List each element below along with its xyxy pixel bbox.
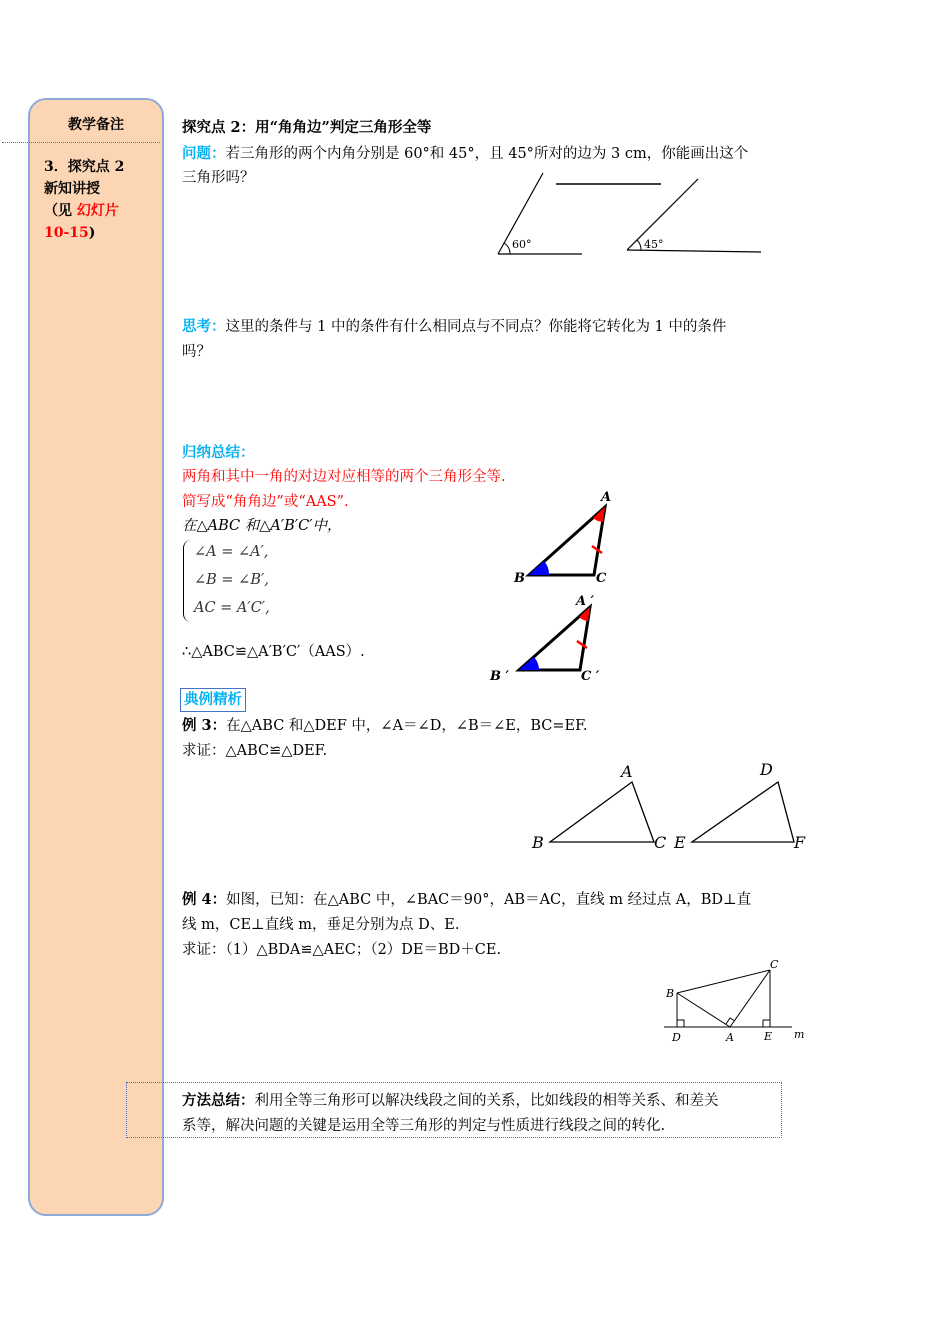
teaching-notes-sidebar xyxy=(28,98,164,1216)
condition-1: ∠A = ∠A′, xyxy=(194,544,269,560)
label-c: C xyxy=(596,571,607,586)
question-line-1: 问题：若三角形的两个内角分别是 60°和 45°，且 45°所对的边为 3 cm，你能画出这个 xyxy=(182,146,749,162)
condition-brace xyxy=(183,540,192,622)
label-b-prime: B ′ xyxy=(490,669,509,684)
ex4-label-e: E xyxy=(764,1030,773,1043)
ex3-label-b: B xyxy=(532,833,544,852)
slide-ref: 幻灯片 xyxy=(76,203,119,219)
sidebar-title: 教学备注 xyxy=(68,117,124,133)
section-heading: 探究点 2：用“角角边”判定三角形全等 xyxy=(182,119,432,136)
sidebar-line-4: 10-15) xyxy=(44,225,96,241)
sidebar-note xyxy=(44,156,152,244)
ex4-label-d: D xyxy=(672,1031,681,1044)
aas-rule-line-1: 两角和其中一角的对边对应相等的两个三角形全等. xyxy=(182,469,506,485)
sidebar-line-1: 3．探究点 2 xyxy=(44,159,125,175)
method-line-1: 方法总结：利用全等三角形可以解决线段之间的关系，比如线段的相等关系、和差关 xyxy=(182,1092,719,1109)
given-angles-figure xyxy=(490,170,770,265)
ex4-label-m: m xyxy=(794,1028,805,1041)
triangle-a-prime xyxy=(489,594,600,684)
angle-60-label: 60° xyxy=(512,238,532,251)
ex4-label-c: C xyxy=(770,958,779,971)
example-4-figure xyxy=(660,958,810,1046)
ex4-label-a: A xyxy=(726,1031,734,1044)
question-line-2: 三角形吗？ xyxy=(182,170,255,186)
ex3-label-a: A xyxy=(621,762,633,781)
sidebar-divider xyxy=(2,142,160,143)
label-a: A xyxy=(601,490,612,505)
examples-label: 典例精析 xyxy=(180,688,246,712)
conclusion: ∴△ABC≌△A′B′C′（AAS）. xyxy=(182,644,365,660)
example-3-line: 例 3：在△ABC 和△DEF 中，∠A＝∠D，∠B＝∠E，BC=EF. xyxy=(182,717,588,734)
given-statement: 在△ABC 和△A′B′C′中， xyxy=(182,518,342,534)
ex3-label-d: D xyxy=(760,760,773,779)
summary-label: 归纳总结： xyxy=(182,445,255,461)
example-4-line-1: 例 4：如图，已知：在△ABC 中，∠BAC＝90°，AB＝AC，直线 m 经过点 A，BD⊥直 xyxy=(182,891,752,908)
think-label: 思考： xyxy=(182,319,226,335)
ex3-label-e: E xyxy=(674,833,686,852)
label-c-prime: C ′ xyxy=(581,669,600,684)
ex3-label-f: F xyxy=(794,833,806,852)
condition-2: ∠B = ∠B′, xyxy=(194,572,269,588)
sidebar-line-3: （见 幻灯片 xyxy=(44,203,119,219)
example-4-prove: 求证：（1）△BDA≌△AEC；（2）DE＝BD＋CE. xyxy=(182,942,502,958)
ex3-label-c: C xyxy=(654,833,667,852)
example-4-line-2: 线 m，CE⊥直线 m，垂足分别为点 D、E. xyxy=(182,917,460,933)
example-3-figure xyxy=(528,760,818,855)
aas-triangles-figure xyxy=(490,485,635,690)
aas-rule-line-2: 简写成“角角边”或“AAS”. xyxy=(182,494,349,510)
triangle-abc xyxy=(513,490,611,586)
question-label: 问题： xyxy=(182,146,226,162)
think-line-2: 吗？ xyxy=(182,344,211,360)
think-line-1: 思考：这里的条件与 1 中的条件有什么相同点与不同点？你能将它转化为 1 中的条件 xyxy=(182,319,727,335)
sidebar-line-2: 新知讲授 xyxy=(44,181,100,197)
angle-45-label: 45° xyxy=(644,238,664,251)
ex4-label-b: B xyxy=(666,987,675,1000)
example-3-prove: 求证：△ABC≌△DEF. xyxy=(182,743,328,759)
method-line-2: 系等，解决问题的关键是运用全等三角形的判定与性质进行线段之间的转化. xyxy=(182,1118,666,1134)
label-b: B xyxy=(514,571,525,586)
method-label: 方法总结： xyxy=(182,1092,255,1109)
label-a-prime: A ′ xyxy=(576,594,595,609)
condition-3: AC = A′C′, xyxy=(194,600,270,616)
